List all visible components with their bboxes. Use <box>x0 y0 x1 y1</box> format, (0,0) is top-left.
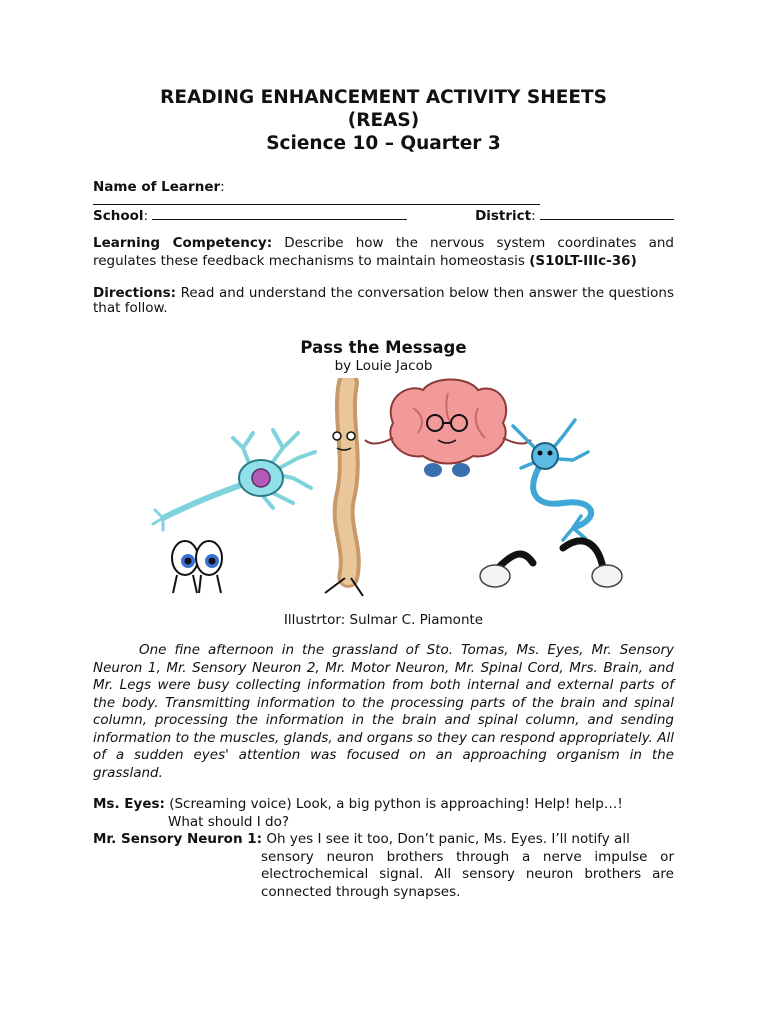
competency-text: Describe how the nervous system coordinates and regulates these feedback mechanisms to maintain homeostasis <box>93 235 674 269</box>
story-narration: One fine afternoon in the grassland of Sto. Tomas, Ms. Eyes, Mr. Sensory Neuron 1, Mr. Sensory Neuron 2, Mr. Motor Neuron, Mr. Spinal Cord, Mrs. Brain, and Mr. Legs were busy collecting information from both internal and external parts of the body. Transmitting information to the processing parts of the brain and spinal column, processing the information in the brain and spinal column, and sending information to the muscles, glands, and organs so they can respond appropriately. All of a sudden eyes' attention was focused on an approaching organism in the grassland. <box>93 642 674 781</box>
neuron-icon <box>153 430 315 530</box>
title-line-2: (REAS) <box>347 110 420 131</box>
dialogue-line <box>93 831 674 901</box>
illustration <box>93 378 674 608</box>
competency-label: Learning Competency: <box>93 235 273 251</box>
directions-text: Read and understand the conversation below then answer the questions that follow. <box>93 285 674 316</box>
speech-continued: sensory neuron brothers through a nerve impulse or electrochemical signal. All sensory neuron brothers are connected through synapses. <box>261 848 674 900</box>
learner-fields: Name of Learner: School: District: <box>93 179 674 224</box>
dialogue <box>93 796 674 901</box>
sheet-title <box>93 86 674 155</box>
district-label: District <box>475 208 532 224</box>
activity-sheet <box>93 86 674 901</box>
dialogue-line <box>93 796 674 831</box>
speech-continued: What should I do? <box>168 813 290 830</box>
brain-icon <box>365 380 531 478</box>
speech-text: Oh yes I see it too, Don’t panic, Ms. Eyes. I’ll notify all <box>266 831 630 847</box>
competency-code: (S10LT-IIIc-36) <box>529 253 637 269</box>
directions-label: Directions: <box>93 285 177 301</box>
learning-competency <box>93 234 674 270</box>
eyes-icon <box>172 541 222 593</box>
story-title: Pass the Message <box>300 338 467 357</box>
speech-text: (Screaming voice) Look, a big python is approaching! Help! help…! <box>169 796 623 812</box>
speaker-name: Mr. Sensory Neuron 1: <box>93 831 263 847</box>
illustration-caption: Illustrtor: Sulmar C. Piamonte <box>283 612 484 628</box>
title-line-1: READING ENHANCEMENT ACTIVITY SHEETS <box>160 87 607 108</box>
directions <box>93 286 674 316</box>
school-label: School <box>93 208 144 224</box>
speaker-name: Ms. Eyes: <box>93 796 165 812</box>
story-author: by Louie Jacob <box>334 358 433 374</box>
legs-icon <box>480 541 622 587</box>
title-line-3: Science 10 – Quarter 3 <box>266 133 501 154</box>
name-label: Name of Learner <box>93 179 221 195</box>
spine-icon <box>325 383 363 596</box>
name-field[interactable] <box>93 195 540 205</box>
school-field[interactable] <box>152 207 407 220</box>
motor-neuron-icon <box>513 420 591 540</box>
district-field[interactable] <box>540 207 674 220</box>
